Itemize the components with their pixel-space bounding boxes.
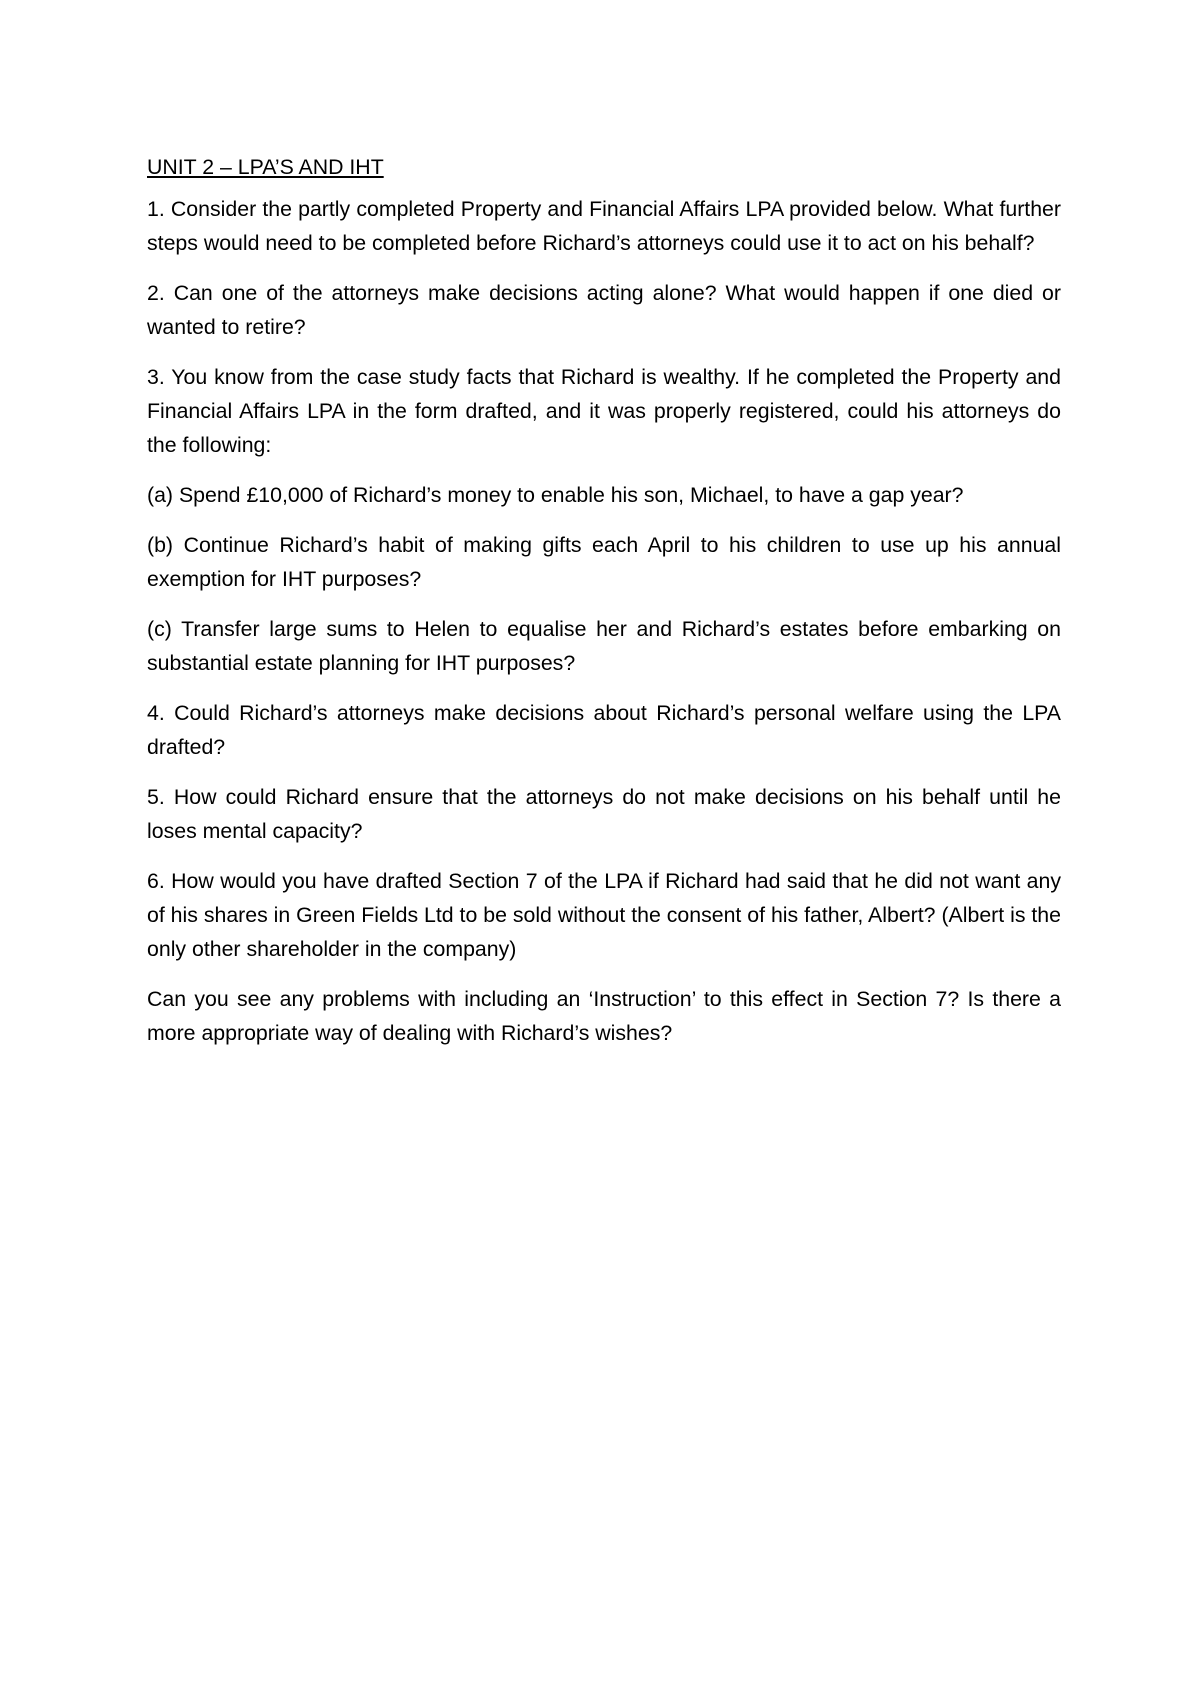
question-4: 4. Could Richard’s attorneys make decisions about Richard’s personal welfare using the LPA drafted?: [147, 701, 1061, 759]
document-title: UNIT 2 – LPA’S AND IHT: [147, 155, 384, 179]
question-1: 1. Consider the partly completed Property and Financial Affairs LPA provided below. What further steps would need to be completed before Richard’s attorneys could use it to act on his behalf?: [147, 197, 1061, 255]
question-3b: (b) Continue Richard’s habit of making gifts each April to his children to use up his annual exemption for IHT purposes?: [147, 533, 1061, 591]
question-2: 2. Can one of the attorneys make decisions acting alone? What would happen if one died or wanted to retire?: [147, 281, 1061, 339]
question-3a: (a) Spend £10,000 of Richard’s money to enable his son, Michael, to have a gap year?: [147, 483, 964, 507]
question-5: 5. How could Richard ensure that the attorneys do not make decisions on his behalf until he loses mental capacity?: [147, 785, 1061, 843]
document-page: [147, 150, 1061, 1066]
question-3: 3. You know from the case study facts that Richard is wealthy. If he completed the Property and Financial Affairs LPA in the form drafted, and it was properly registered, could his attorneys do the following:: [147, 365, 1061, 457]
question-3c: (c) Transfer large sums to Helen to equalise her and Richard’s estates before embarking on substantial estate planning for IHT purposes?: [147, 617, 1061, 675]
question-6-follow-up: Can you see any problems with including an ‘Instruction’ to this effect in Section 7? Is there a more appropriate way of dealing with Richard’s wishes?: [147, 987, 1061, 1045]
question-6: 6. How would you have drafted Section 7 of the LPA if Richard had said that he did not want any of his shares in Green Fields Ltd to be sold without the consent of his father, Albert? (Albert is the only other shareholder in the company): [147, 869, 1061, 961]
